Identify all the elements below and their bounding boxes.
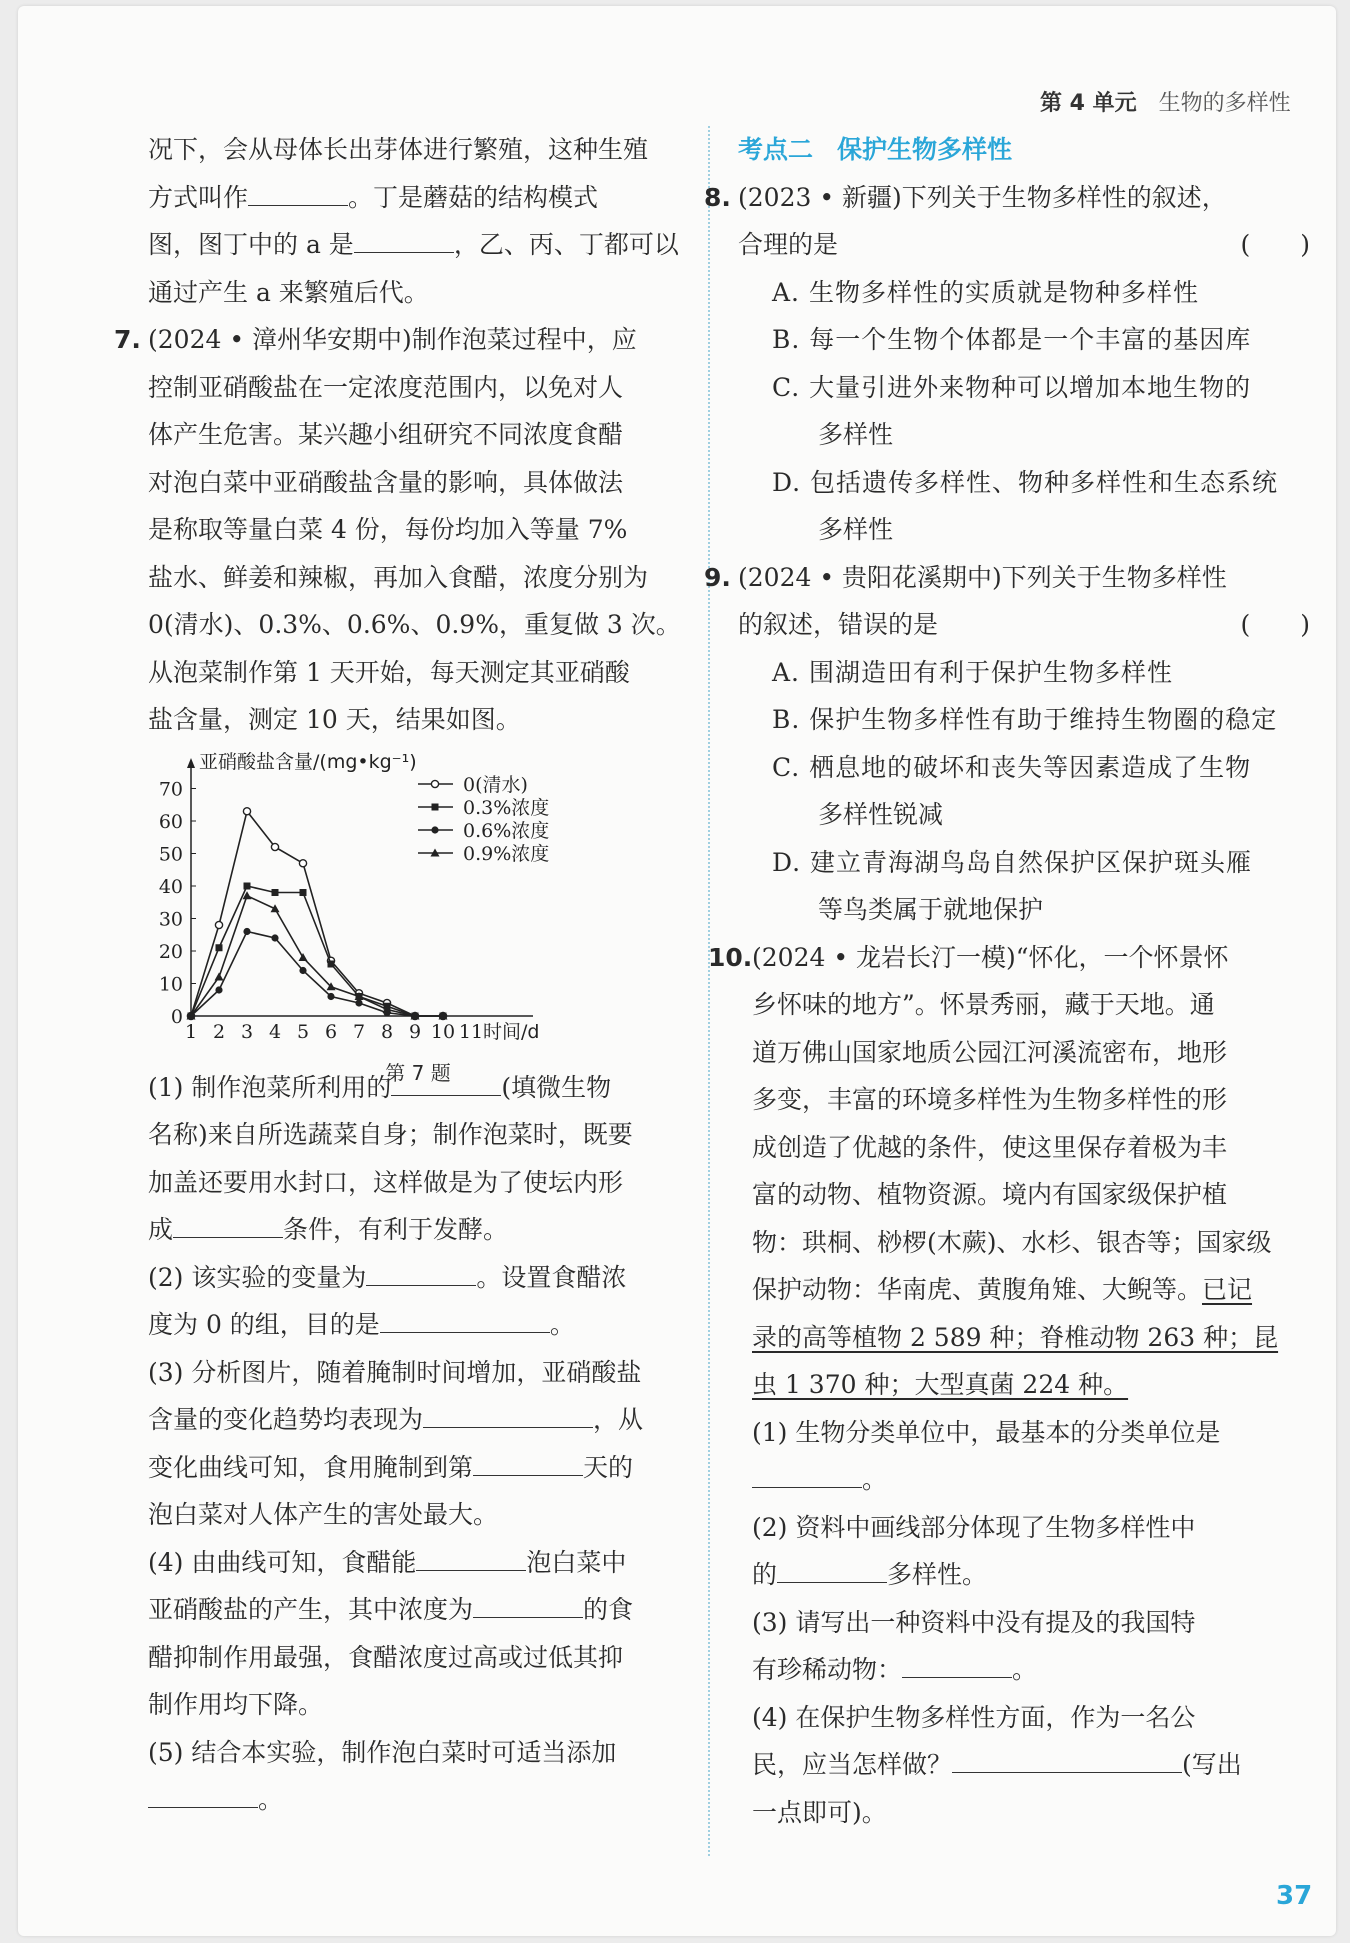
text-line: 醋抑制作用最强，食醋浓度过高或过低其抑 xyxy=(148,1642,624,1672)
answer-blank[interactable] xyxy=(423,1401,593,1428)
column-divider xyxy=(708,126,710,1856)
data-point xyxy=(215,972,224,980)
y-tick-label: 10 xyxy=(158,973,183,995)
text-line: 变化曲线可知，食用腌制到第 天的 xyxy=(148,1444,688,1492)
legend-label: 0.3%浓度 xyxy=(463,796,550,819)
series-line xyxy=(191,811,443,1016)
y-tick-label: 50 xyxy=(158,843,183,865)
data-point xyxy=(328,960,335,967)
data-point xyxy=(431,780,438,787)
answer-blank[interactable] xyxy=(354,226,454,253)
text-line: 对泡白菜中亚硝酸盐含量的影响，具体做法 xyxy=(148,467,624,497)
text-line: 乡怀味的地方”。怀景秀丽，藏于天地。通 xyxy=(752,990,1215,1019)
answer-blank[interactable] xyxy=(752,1461,862,1488)
chart-caption: 第 7 题 xyxy=(385,1061,451,1085)
data-point xyxy=(272,889,279,896)
sub-question-4: (4) 在保护生物多样性方面，作为一名公 xyxy=(752,1702,1196,1732)
option[interactable]: A. 生物多样性的实质就是物种多样性 xyxy=(772,277,1199,307)
text-line: 盐水、鲜姜和辣椒，再加入食醋，浓度分别为 xyxy=(148,562,649,592)
answer-blank[interactable] xyxy=(366,1259,476,1286)
text-line: 的叙述，错误的是 ( ) xyxy=(738,601,1310,649)
text-line: 。 xyxy=(752,1456,1310,1504)
answer-blank[interactable] xyxy=(473,1591,583,1618)
answer-paren[interactable]: ( ) xyxy=(1240,230,1310,259)
y-tick-label: 40 xyxy=(158,875,183,898)
x-tick-label: 4 xyxy=(268,1020,282,1043)
answer-blank[interactable] xyxy=(952,1746,1182,1773)
question-8: 8. (2023 • 新疆)下列关于生物多样性的叙述， xyxy=(738,174,1310,222)
sub-question-1: (1) 制作泡菜所利用的 (填微生物 xyxy=(148,1064,688,1112)
data-point xyxy=(299,966,306,973)
nitrite-chart xyxy=(148,744,688,1085)
data-point xyxy=(432,803,439,810)
data-point xyxy=(215,921,222,928)
x-tick-label: 7 xyxy=(352,1020,366,1043)
answer-blank[interactable] xyxy=(248,179,348,206)
sub-question-2: (2) 该实验的变量为 。设置食醋浓 xyxy=(148,1254,688,1302)
sub-question-3: (3) 请写出一种资料中没有提及的我国特 xyxy=(752,1607,1196,1637)
sub-question-2: (2) 资料中画线部分体现了生物多样性中 xyxy=(752,1512,1196,1542)
section-heading: 考点二 保护生物多样性 xyxy=(738,135,1013,164)
text-line: 保护动物：华南虎、黄腹角雉、大鲵等。已记 xyxy=(752,1275,1253,1304)
option-cont: 等鸟类属于就地保护 xyxy=(818,895,1044,924)
unit-title: 生物的多样性 xyxy=(1158,91,1291,116)
answer-blank[interactable] xyxy=(902,1651,1012,1678)
y-tick-label: 0 xyxy=(170,1005,183,1028)
y-tick-label: 20 xyxy=(158,940,183,963)
text-line: 成 条件，有利于发酵。 xyxy=(148,1206,688,1254)
text-line: 有珍稀动物： 。 xyxy=(752,1646,1310,1694)
question-10-block xyxy=(708,934,1310,1837)
text-line: 名称)来自所选蔬菜自身；制作泡菜时，既要 xyxy=(148,1120,633,1149)
text-line: 况下，会从母体长出芽体进行繁殖，这种生殖 xyxy=(148,135,649,164)
question-number: 9. xyxy=(704,562,731,592)
text-line: 图，图丁中的 a 是 ，乙、丙、丁都可以 xyxy=(148,221,688,269)
question-number: 7. xyxy=(114,325,141,354)
x-tick-label: 10 xyxy=(430,1020,456,1043)
answer-blank[interactable] xyxy=(148,1781,258,1808)
legend-label: 0.9%浓度 xyxy=(463,842,550,865)
option[interactable]: D. 包括遗传多样性、物种多样性和生态系统 xyxy=(772,467,1279,497)
text-line: 控制亚硝酸盐在一定浓度范围内，以免对人 xyxy=(148,372,624,402)
option-cont: 多样性锐减 xyxy=(818,800,944,829)
underlined-text: 虫 1 370 种；大型真菌 224 种。 xyxy=(752,1370,1129,1399)
sub-question-5: (5) 结合本实验，制作泡白菜时可适当添加 xyxy=(148,1737,617,1767)
y-tick-label: 70 xyxy=(158,778,183,800)
data-point xyxy=(431,826,438,833)
data-point xyxy=(244,882,251,889)
series-line xyxy=(191,931,443,1016)
option[interactable]: D. 建立青海湖鸟岛自然保护区保护斑头雁 xyxy=(772,847,1253,877)
option-cont: 多样性 xyxy=(818,420,894,449)
data-point xyxy=(243,927,250,934)
text-line: 合理的是 ( ) xyxy=(738,221,1310,269)
data-point xyxy=(299,953,308,961)
text-line: 物：珙桐、桫椤(木蕨)、水杉、银杏等；国家级 xyxy=(752,1227,1272,1257)
answer-blank[interactable] xyxy=(173,1211,283,1238)
option-cont: 多样性 xyxy=(818,515,894,544)
text-line: 成创造了优越的条件，使这里保存着极为丰 xyxy=(752,1132,1228,1162)
question-10: 10.(2024 • 龙岩长汀一模)“怀化，一个怀景怀 xyxy=(752,934,1310,982)
underlined-text: 已记 xyxy=(1202,1275,1253,1304)
option[interactable]: A. 围湖造田有利于保护生物多样性 xyxy=(772,657,1173,687)
y-tick-label: 30 xyxy=(158,908,183,930)
answer-blank[interactable] xyxy=(473,1449,583,1476)
question-7: 7. (2024 • 漳州华安期中)制作泡菜过程中，应 xyxy=(148,316,688,364)
answer-blank[interactable] xyxy=(380,1306,550,1333)
x-tick-label: 1 xyxy=(184,1020,198,1043)
data-point xyxy=(271,843,278,850)
option[interactable]: C. 大量引进外来物种可以增加本地生物的 xyxy=(772,372,1252,402)
text-line: 通过产生 a 来繁殖后代。 xyxy=(148,277,429,307)
sub-question-3: (3) 分析图片，随着腌制时间增加，亚硝酸盐 xyxy=(148,1357,642,1387)
chart-svg xyxy=(148,744,688,1044)
text-line: 亚硝酸盐的产生，其中浓度为 的食 xyxy=(148,1586,688,1634)
text-line: 泡白菜对人体产生的害处最大。 xyxy=(148,1500,499,1529)
data-point xyxy=(355,999,362,1006)
text-line: 制作用均下降。 xyxy=(148,1690,324,1719)
text-line: 民，应当怎样做？ (写出 xyxy=(752,1741,1310,1789)
question-9: 9. (2024 • 贵阳花溪期中)下列关于生物多样性 xyxy=(738,554,1310,602)
text-line: 加盖还要用水封口，这样做是为了使坛内形 xyxy=(148,1167,624,1197)
y-tick-label: 60 xyxy=(158,810,183,833)
sub-question-4: (4) 由曲线可知，食醋能 泡白菜中 xyxy=(148,1539,688,1587)
legend-label: 0.6%浓度 xyxy=(463,819,550,842)
legend-label: 0(清水) xyxy=(463,773,528,796)
text-line: 方式叫作 。丁是蘑菇的结构模式 xyxy=(148,174,688,222)
text-line: 。 xyxy=(148,1776,688,1824)
text-line: 0(清水)、0.3%、0.6%、0.9%，重复做 3 次。 xyxy=(148,610,681,639)
data-point xyxy=(299,859,306,866)
option[interactable]: B. 保护生物多样性有助于维持生物圈的稳定 xyxy=(772,705,1278,734)
answer-blank[interactable] xyxy=(777,1556,887,1583)
text-line: 盐含量，测定 10 天，结果如图。 xyxy=(148,705,521,734)
right-column xyxy=(704,126,1310,1836)
text-line: 是称取等量白菜 4 份，每份均加入等量 7% xyxy=(148,515,628,544)
data-point xyxy=(271,934,278,941)
text-line: 多变，丰富的环境多样性为生物多样性的形 xyxy=(752,1085,1228,1114)
x-axis-label: 时间/d xyxy=(483,1020,540,1043)
y-axis-arrow xyxy=(187,758,195,768)
x-tick-label: 8 xyxy=(380,1020,394,1043)
x-tick-label: 5 xyxy=(296,1020,310,1043)
data-point xyxy=(271,904,280,912)
text-line: 道万佛山国家地质公园江河溪流密布，地形 xyxy=(752,1037,1228,1067)
text-line: 的 多样性。 xyxy=(752,1551,1310,1599)
data-point xyxy=(243,807,250,814)
x-tick-label: 11 xyxy=(458,1020,484,1043)
left-column xyxy=(114,126,688,1824)
text-line: 富的动物、植物资源。境内有国家级保护植 xyxy=(752,1180,1228,1209)
option[interactable]: B. 每一个生物个体都是一个丰富的基因库 xyxy=(772,325,1252,354)
data-point xyxy=(216,944,223,951)
text-line: 体产生危害。某兴趣小组研究不同浓度食醋 xyxy=(148,420,624,449)
data-point xyxy=(300,889,307,896)
answer-paren[interactable]: ( ) xyxy=(1240,610,1310,639)
text-line: 含量的变化趋势均表现为 ，从 xyxy=(148,1396,688,1444)
x-tick-label: 3 xyxy=(240,1020,254,1043)
y-axis-label: 亚硝酸盐含量/(mg•kg⁻¹) xyxy=(199,750,417,773)
question-number: 8. xyxy=(704,182,731,212)
x-tick-label: 6 xyxy=(324,1020,338,1043)
option[interactable]: C. 栖息地的破坏和丧失等因素造成了生物 xyxy=(772,752,1252,782)
answer-blank[interactable] xyxy=(416,1544,526,1571)
page xyxy=(18,6,1336,1936)
text-line: 从泡菜制作第 1 天开始，每天测定其亚硝酸 xyxy=(148,657,630,687)
question-number: 10. xyxy=(708,942,753,972)
page-number: 37 xyxy=(1276,1881,1313,1911)
data-point xyxy=(327,992,334,999)
sub-question-1: (1) 生物分类单位中，最基本的分类单位是 xyxy=(752,1417,1221,1447)
unit-label: 第 4 单元 xyxy=(1040,91,1137,116)
text-line: 度为 0 的组，目的是 。 xyxy=(148,1301,688,1349)
data-point xyxy=(215,986,222,993)
x-tick-label: 2 xyxy=(212,1020,226,1043)
x-tick-label: 9 xyxy=(408,1020,422,1043)
page-header xyxy=(1040,86,1291,117)
text-line: 一点即可)。 xyxy=(752,1797,887,1827)
underlined-text: 录的高等植物 2 589 种；脊椎动物 263 种；昆 xyxy=(752,1322,1279,1352)
